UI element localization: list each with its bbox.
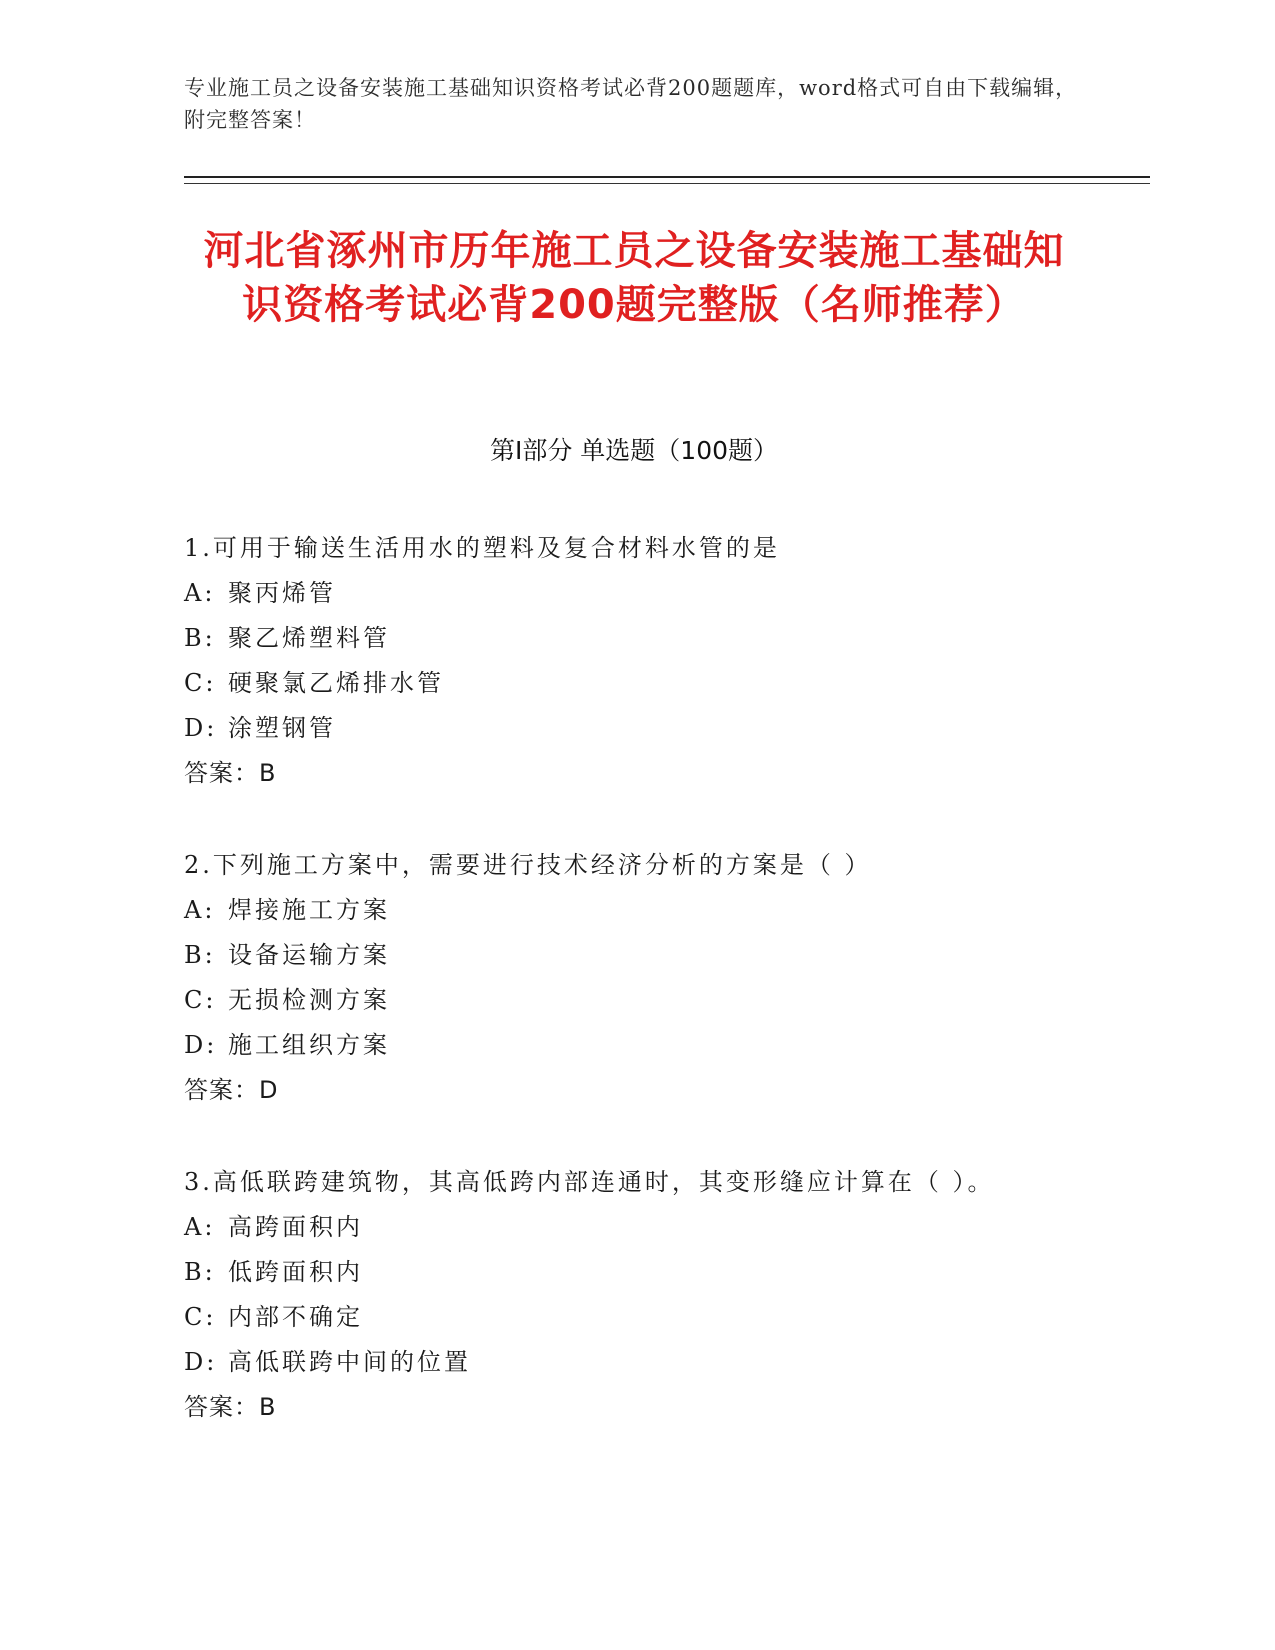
header-note: 专业施工员之设备安装施工基础知识资格考试必背200题题库，word格式可自由下载编辑，附完整答案！ xyxy=(184,76,1078,132)
section-heading: 第Ⅰ部分 单选题（100题） xyxy=(489,436,779,465)
option-key: A: xyxy=(184,896,216,924)
question-stem: 3.高低联跨建筑物，其高低跨内部连通时，其变形缝应计算在（ ）。 xyxy=(184,1168,995,1196)
document-title: 河北省涿州市历年施工员之设备安装施工基础知识资格考试必背200题完整版（名师推荐） xyxy=(203,228,1065,328)
option-key: A: xyxy=(184,579,216,607)
option-text: 高跨面积内 xyxy=(228,1213,363,1241)
option-text: 焊接施工方案 xyxy=(228,896,390,924)
option-key: C: xyxy=(184,669,217,697)
header-divider-thick xyxy=(184,176,1150,178)
answer: 答案：B xyxy=(184,759,277,787)
option-text: 设备运输方案 xyxy=(228,941,390,969)
option-c xyxy=(184,978,1104,1023)
option-text: 施工组织方案 xyxy=(228,1031,390,1059)
option-text: 无损检测方案 xyxy=(228,986,390,1014)
option-d xyxy=(184,1340,1104,1385)
question-stem: 1.可用于输送生活用水的塑料及复合材料水管的是 xyxy=(184,534,780,562)
question-1 xyxy=(184,526,1104,796)
option-d xyxy=(184,706,1104,751)
option-text: 聚乙烯塑料管 xyxy=(228,624,390,652)
option-key: C: xyxy=(184,986,217,1014)
option-text: 涂塑钢管 xyxy=(228,714,336,742)
option-text: 硬聚氯乙烯排水管 xyxy=(228,669,444,697)
answer: 答案：B xyxy=(184,1393,277,1421)
option-b xyxy=(184,616,1104,661)
answer: 答案：D xyxy=(184,1076,279,1104)
option-key: C: xyxy=(184,1303,217,1331)
option-key: D: xyxy=(184,1348,218,1376)
option-a xyxy=(184,571,1104,616)
option-key: D: xyxy=(184,1031,218,1059)
option-b xyxy=(184,933,1104,978)
question-list xyxy=(184,526,1104,1477)
option-key: B: xyxy=(184,624,216,652)
question-3 xyxy=(184,1160,1104,1430)
option-key: D: xyxy=(184,714,218,742)
question-stem: 2.下列施工方案中，需要进行技术经济分析的方案是（ ） xyxy=(184,851,872,879)
option-d xyxy=(184,1023,1104,1068)
option-text: 聚丙烯管 xyxy=(228,579,336,607)
option-text: 低跨面积内 xyxy=(228,1258,363,1286)
option-b xyxy=(184,1250,1104,1295)
option-key: B: xyxy=(184,1258,216,1286)
option-key: B: xyxy=(184,941,216,969)
option-key: A: xyxy=(184,1213,216,1241)
header-divider-thin xyxy=(184,183,1150,184)
option-a xyxy=(184,888,1104,933)
question-2 xyxy=(184,843,1104,1113)
option-text: 高低联跨中间的位置 xyxy=(228,1348,471,1376)
option-c xyxy=(184,661,1104,706)
option-a xyxy=(184,1205,1104,1250)
option-text: 内部不确定 xyxy=(228,1303,363,1331)
option-c xyxy=(184,1295,1104,1340)
